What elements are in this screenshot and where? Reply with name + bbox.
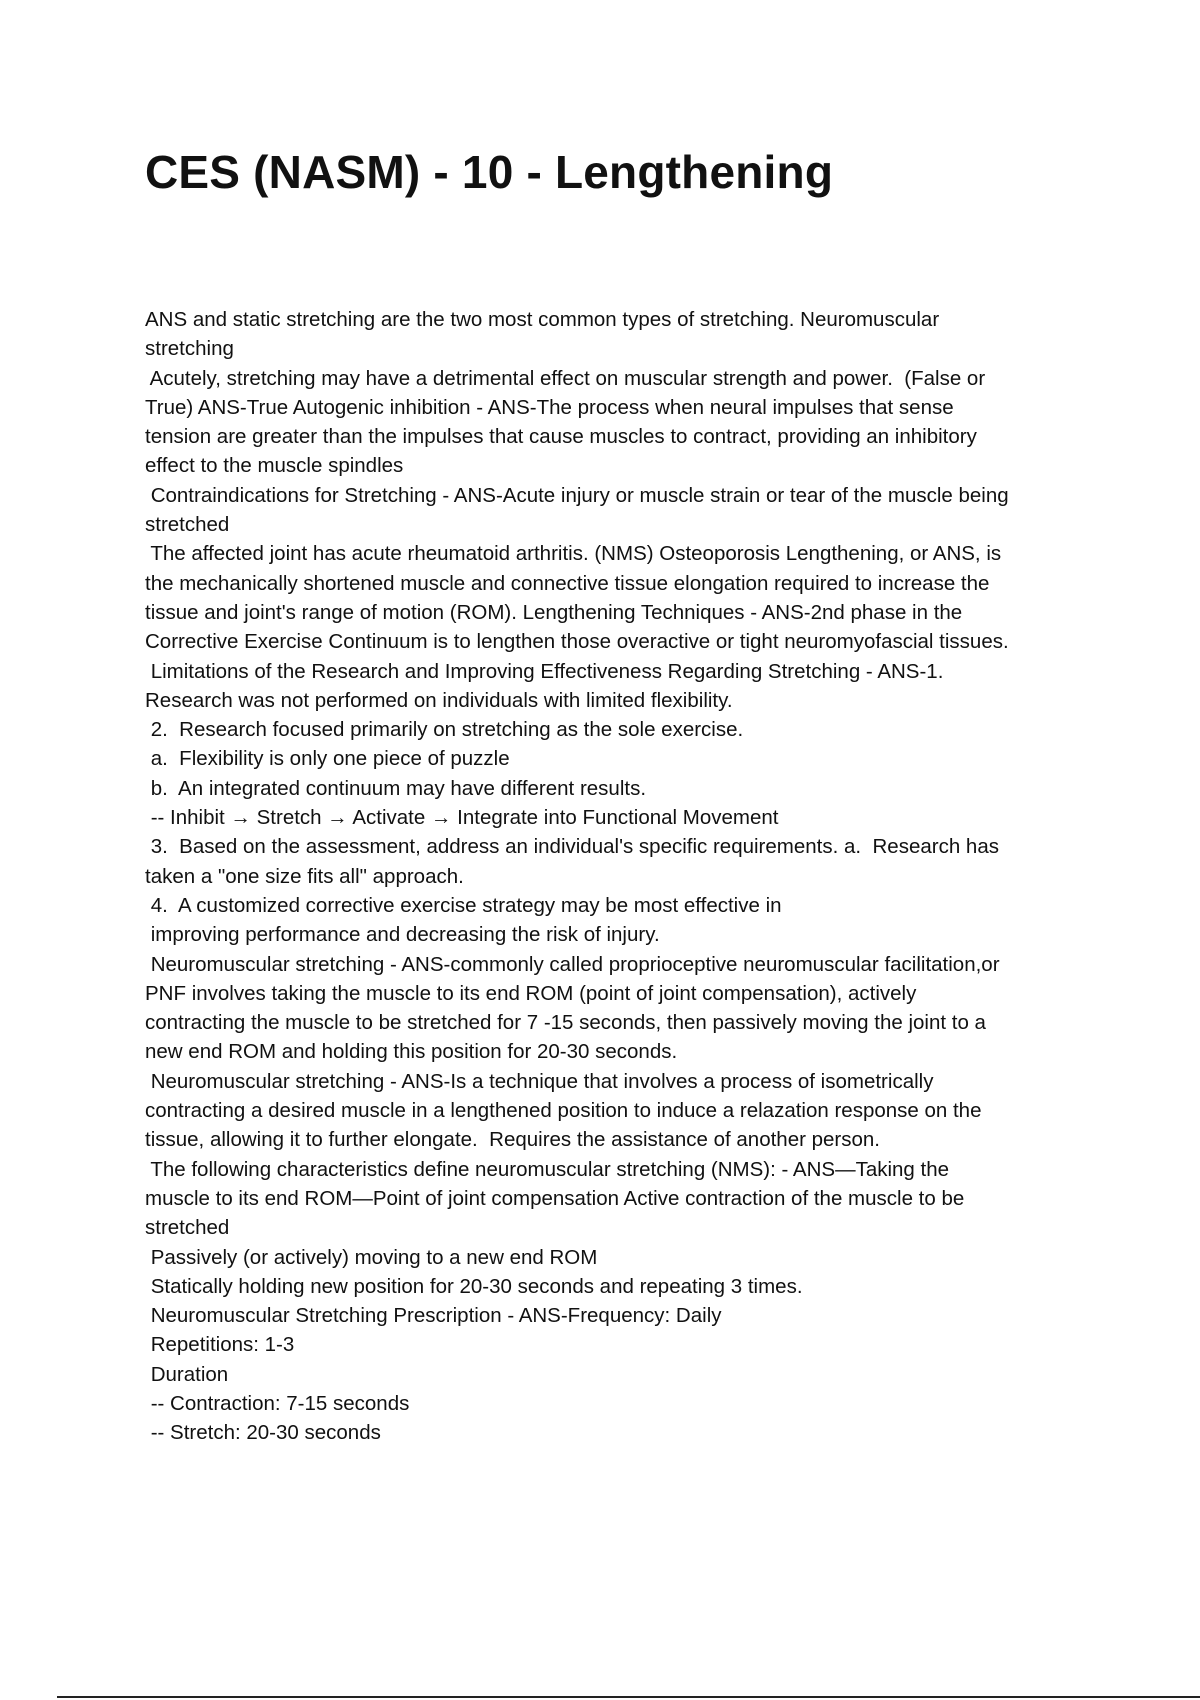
text-line: Contraindications for Stretching - ANS-Acute injury or muscle strain or tear of the muscle being	[145, 483, 1009, 507]
text-line: -- Contraction: 7-15 seconds	[145, 1391, 410, 1415]
document-body	[145, 305, 1090, 1448]
page-title: CES (NASM) - 10 - Lengthening	[145, 146, 834, 198]
text-line: Neuromuscular Stretching Prescription - ANS-Frequency: Daily	[145, 1304, 722, 1328]
text-line: The following characteristics define neuromuscular stretching (NMS): - ANS—Taking the	[145, 1157, 950, 1181]
text-line: Neuromuscular stretching - ANS-commonly called proprioceptive neuromuscular facilitation,or	[145, 952, 1000, 976]
text-line: Repetitions: 1-3	[145, 1333, 295, 1357]
text-line: tissue, allowing it to further elongate. Requires the assistance of another person.	[145, 1128, 881, 1152]
text-line: a. Flexibility is only one piece of puzzle	[145, 747, 510, 771]
text-line: Neuromuscular stretching - ANS-Is a technique that involves a process of isometrically	[145, 1069, 934, 1093]
text-line: PNF involves taking the muscle to its end ROM (point of joint compensation), actively	[145, 981, 917, 1005]
text-line: Passively (or actively) moving to a new end ROM	[145, 1245, 598, 1269]
text-line: stretched	[145, 513, 230, 537]
text-line: Corrective Exercise Continuum is to lengthen those overactive or tight neuromyofascial tissues.	[145, 630, 1009, 654]
footer-divider	[57, 1696, 1200, 1698]
text-line: taken a "one size fits all" approach.	[145, 864, 464, 888]
text-line: contracting the muscle to be stretched for 7 -15 seconds, then passively moving the joint to a	[145, 1011, 986, 1035]
text-line: contracting a desired muscle in a lengthened position to induce a relazation response on the	[145, 1099, 982, 1123]
text-line: effect to the muscle spindles	[145, 454, 404, 478]
text-line: 2. Research focused primarily on stretching as the sole exercise.	[145, 718, 744, 742]
text-line: new end ROM and holding this position for 20-30 seconds.	[145, 1040, 678, 1064]
text-line: tissue and joint's range of motion (ROM). Lengthening Techniques - ANS-2nd phase in the	[145, 600, 963, 624]
text-line: Limitations of the Research and Improving Effectiveness Regarding Stretching - ANS-1.	[145, 659, 944, 683]
text-line: Duration	[145, 1362, 229, 1386]
text-line: tension are greater than the impulses that cause muscles to contract, providing an inhibitory	[145, 425, 977, 449]
text-line: The affected joint has acute rheumatoid arthritis. (NMS) Osteoporosis Lengthening, or ANS, is	[145, 542, 1002, 566]
text-line: 4. A customized corrective exercise strategy may be most effective in	[145, 893, 782, 917]
text-line: improving performance and decreasing the risk of injury.	[145, 923, 660, 947]
text-line: Acutely, stretching may have a detrimental effect on muscular strength and power. (False or	[145, 366, 986, 390]
text-line: stretched	[145, 1216, 230, 1240]
text-line: Statically holding new position for 20-30 seconds and repeating 3 times.	[145, 1274, 803, 1298]
text-line: True) ANS-True Autogenic inhibition - ANS-The process when neural impulses that sense	[145, 395, 954, 419]
text-line: -- Stretch: 20-30 seconds	[145, 1421, 381, 1445]
text-line: 3. Based on the assessment, address an individual's specific requirements. a. Research has	[145, 835, 999, 859]
text-line: b. An integrated continuum may have different results.	[145, 776, 647, 800]
text-line: Research was not performed on individuals with limited flexibility.	[145, 688, 733, 712]
text-line: muscle to its end ROM—Point of joint compensation Active contraction of the muscle to be	[145, 1186, 965, 1210]
text-line: stretching	[145, 337, 234, 361]
text-line: ANS and static stretching are the two most common types of stretching. Neuromuscular	[145, 308, 940, 331]
text-line: -- Inhibit → Stretch → Activate → Integrate into Functional Movement	[145, 806, 779, 830]
text-line: the mechanically shortened muscle and connective tissue elongation required to increase the	[145, 571, 990, 595]
